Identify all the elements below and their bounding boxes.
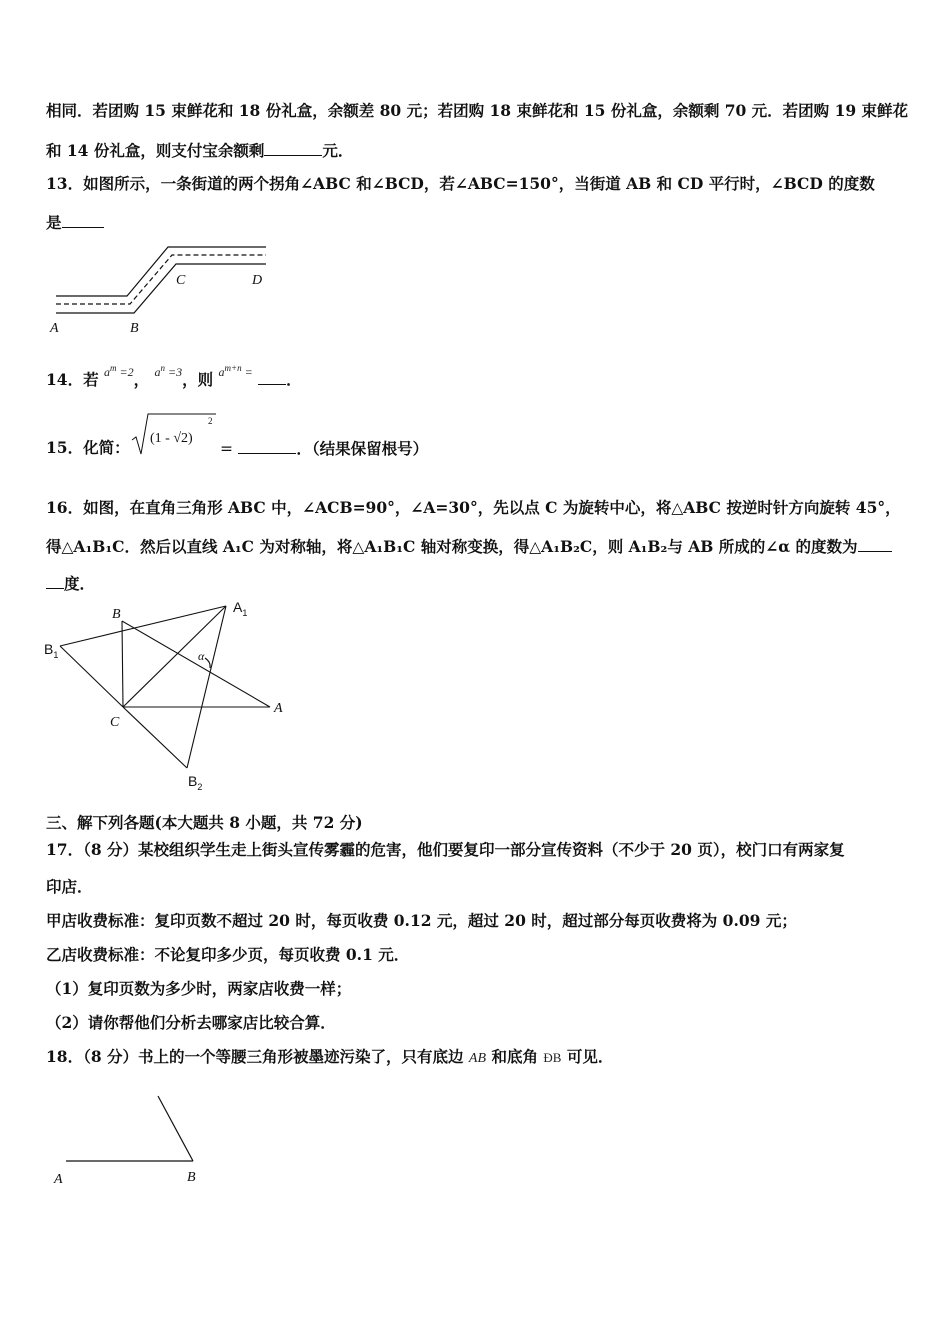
q14-answer-blank[interactable] <box>258 368 286 385</box>
segment-b-a <box>122 621 270 707</box>
q16-label-alpha: α <box>198 649 205 663</box>
q14-expr-1-exp: m <box>109 363 117 373</box>
q16-label-a1 <box>233 599 247 618</box>
q12-text-a: 和 14 份礼盒，则支付宝余额剩 <box>46 141 265 160</box>
q16-label-b1-sub: 1 <box>53 650 59 660</box>
q16-label-b1 <box>44 641 58 660</box>
q18-label-b: B <box>187 1170 196 1185</box>
q18-label-a: A <box>54 1172 63 1187</box>
q16-text: 得△A₁B₁C．然后以直线 A₁C 为对称轴，将△A₁B₁C 轴对称变换，得△A₁B₂C，则 A₁B₂与 AB 所成的∠α 的度数为 <box>46 537 858 556</box>
q16-answer-blank-b[interactable] <box>46 572 64 589</box>
q13-text: 是 <box>46 213 62 232</box>
q16-label-b2-sub: 2 <box>197 782 203 792</box>
q13-street-figure <box>46 240 276 338</box>
q12-line-2 <box>46 139 904 162</box>
segment-b1-c <box>60 646 123 707</box>
q14-expr-1-value: =2 <box>119 365 134 379</box>
q16-label-b: B <box>112 607 121 622</box>
q14-expr-3-eq: = <box>244 365 253 379</box>
q14-expr-2 <box>155 365 183 379</box>
q14-expr-1-base: a <box>103 365 110 379</box>
q18-prefix: 18．（8 分）书上的一个等腰三角形被墨迹污染了，只有底边 <box>46 1047 464 1066</box>
segment-c-a1 <box>123 606 226 707</box>
q16-label-b1-main: B <box>44 641 54 657</box>
q13-label-c: C <box>176 273 186 288</box>
q15-prefix: 15．化简： <box>46 438 130 457</box>
q14-expr-2-exp: n <box>160 363 166 373</box>
q17-part-1: （1）复印页数为多少时，两家店收费一样； <box>46 979 352 998</box>
q13-line-1: 13．如图所示，一条街道的两个拐角∠ABC 和∠BCD，若∠ABC=150°，当街道 AB 和 CD 平行时，∠BCD 的度数 <box>46 174 875 193</box>
q14-then: ，则 <box>182 370 214 389</box>
q16-line-1: 16．如图，在直角三角形 ABC 中，∠ACB=90°，∠A=30°，先以点 C 为旋转中心，将△ABC 按逆时针方向旋转 45°， <box>46 498 901 517</box>
segment-b1-a1 <box>60 606 226 646</box>
section-3-title: 三、解下列各题(本大题共 8 小题，共 72 分) <box>46 813 363 832</box>
q17-line-1: 17．（8 分）某校组织学生走上街头宣传雾霾的危害，他们要复印一部分宣传资料（不少于 20 页），校门口有两家复 <box>46 840 845 859</box>
q14-end: ． <box>286 370 302 389</box>
q12-answer-blank[interactable] <box>264 139 322 156</box>
q16-label-b2 <box>188 773 202 792</box>
q12-text-b: 元． <box>322 141 354 160</box>
q14-prefix: 14．若 <box>46 370 99 389</box>
q15-suffix: ．（结果保留根号） <box>296 439 429 458</box>
q14-comma: ， <box>133 370 150 389</box>
q15-inner: (1 - √2) <box>150 431 193 446</box>
side-from-b <box>158 1096 193 1161</box>
q17-part-2: （2）请你帮他们分析去哪家店比较合算． <box>46 1013 336 1032</box>
q16-answer-blank-a[interactable] <box>858 535 892 552</box>
q16-label-a1-main: A <box>233 599 243 615</box>
q15-tail <box>220 437 904 460</box>
q18-angle-figure <box>46 1090 216 1190</box>
q15-eq: = <box>220 440 233 458</box>
q14-expr-1 <box>104 365 134 379</box>
q13-label-b: B <box>130 321 139 336</box>
q13-line-2 <box>46 211 904 234</box>
q14-line <box>46 363 904 392</box>
street-lower-edge <box>56 264 266 313</box>
street-upper-edge <box>56 247 266 296</box>
segment-a1-b2 <box>187 606 226 768</box>
q16-unit: 度． <box>64 574 96 593</box>
street-center-line <box>56 255 266 304</box>
q16-label-a: A <box>274 701 283 716</box>
q15-answer-blank[interactable] <box>238 437 296 454</box>
q13-label-d: D <box>252 273 263 288</box>
q13-label-a: A <box>50 321 59 336</box>
q15-power: 2 <box>208 416 213 426</box>
q16-label-b2-main: B <box>188 773 198 789</box>
q16-line-2 <box>46 535 904 558</box>
q16-label-c: C <box>110 715 120 730</box>
q18-mid: 和底角 <box>491 1047 538 1066</box>
q14-expr-3-base: a <box>218 365 225 379</box>
q17-line-2: 印店． <box>46 877 93 896</box>
q18-suffix: 可见． <box>566 1047 614 1066</box>
q16-triangle-figure <box>40 596 300 796</box>
q15-radical-expression <box>130 410 230 460</box>
q17-line-4: 乙店收费标准：不论复印多少页，每页收费 0.1 元． <box>46 945 410 964</box>
segment-b-c <box>122 621 123 707</box>
q12-line-1: 相同．若团购 15 束鲜花和 18 份礼盒，余额差 80 元；若团购 18 束鲜花和 15 份礼盒，余额剩 70 元．若团购 19 束鲜花 <box>46 101 909 120</box>
q14-expr-2-base: a <box>154 365 161 379</box>
segment-c-b2 <box>123 707 187 768</box>
q17-line-3: 甲店收费标准：复印页数不超过 20 时，每页收费 0.12 元，超过 20 时，超过部分每页收费将为 0.09 元； <box>46 911 797 930</box>
alpha-arc <box>205 658 210 668</box>
q14-expr-3 <box>219 365 253 379</box>
q16-line-3 <box>46 572 904 595</box>
q13-answer-blank[interactable] <box>62 211 104 228</box>
q18-line <box>46 1046 904 1070</box>
q18-angle-b: ÐB <box>543 1050 562 1065</box>
q16-label-a1-sub: 1 <box>242 608 248 618</box>
q18-ab: AB <box>468 1051 487 1066</box>
q14-expr-3-exp: m+n <box>224 363 242 373</box>
q14-expr-2-value: =3 <box>168 365 183 379</box>
